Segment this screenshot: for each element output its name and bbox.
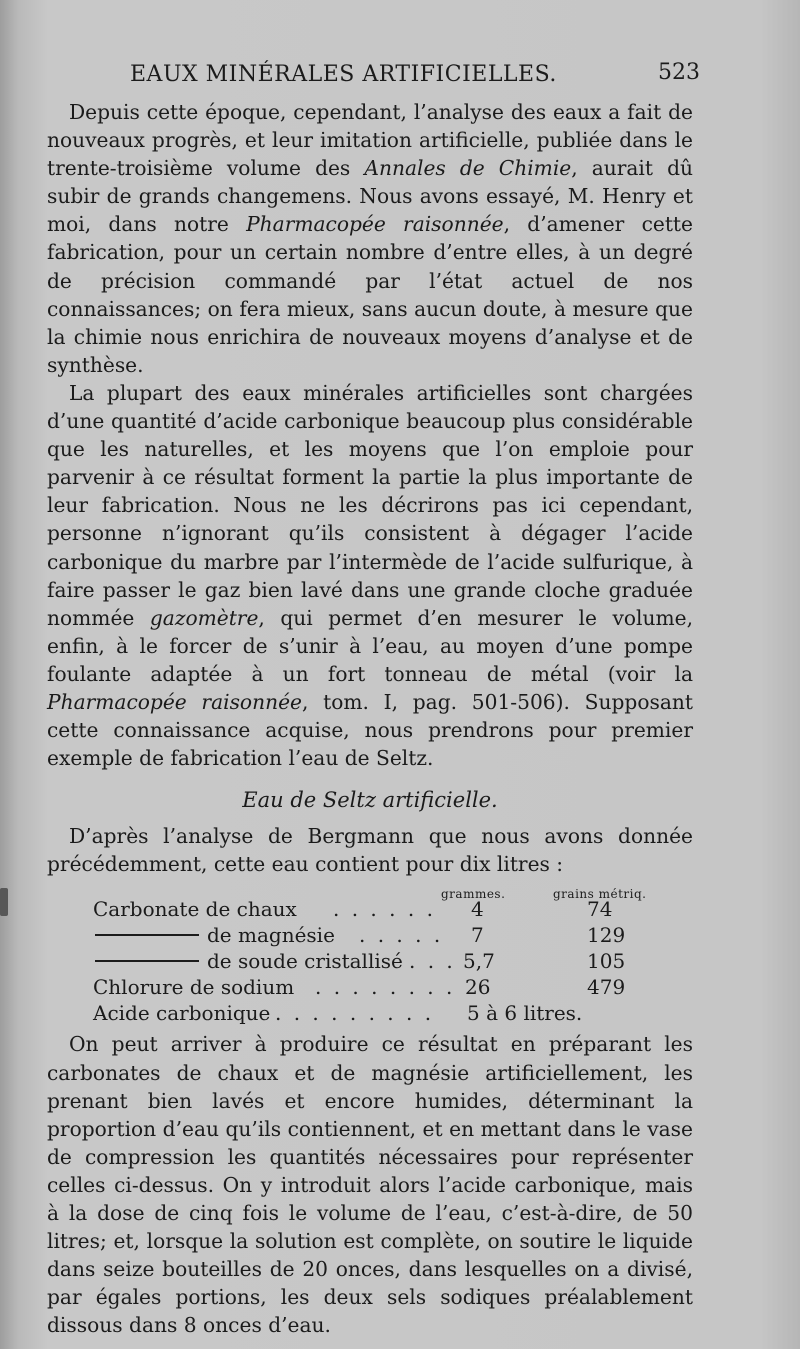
composition-label: de magnésie (207, 923, 335, 948)
composition-grains: 74 (587, 897, 613, 922)
composition-row (47, 974, 693, 1000)
paragraph-1-italic-annales: Annales de Chimie (364, 156, 572, 181)
unit-grammes: grammes. (441, 887, 506, 902)
paragraph-2-text-3: , tom. I, pag. 501-506). Supposant cette connaissance acquise, nous prendrons pour premier exemple de fabrication l’eau de Seltz. (47, 689, 693, 771)
composition-grammes: 5,7 (463, 949, 495, 974)
composition-row (47, 1000, 693, 1026)
composition-label: Carbonate de chaux (93, 897, 297, 922)
leader-dots: . . . . . . (333, 897, 436, 922)
page-body (47, 98, 693, 1339)
composition-grains: 105 (587, 949, 626, 974)
leader-dots: . . . . . . . . . (275, 1001, 435, 1026)
composition-grains: 479 (587, 975, 626, 1000)
composition-row (47, 922, 693, 948)
paragraph-2-italic-gazometre: gazomètre (149, 605, 259, 630)
composition-units (47, 880, 693, 902)
paragraph-1-text-1: Depuis cette époque, cependant, l’analyse des eaux a fait de nouveaux progrès, et leur imitation artificielle, publiée dans le trente-troisième volume des (47, 100, 693, 181)
composition-label: Acide carbonique (93, 1001, 271, 1026)
composition-row (47, 896, 693, 922)
closing-paragraph: On peut arriver à produire ce résultat en préparant les carbonates de chaux et de magnésie artificiellement, les prenant bien lavés et encore humides, déterminant la proportion d’eau qu’ils contiennent, et en mettant dans le vase de compression les quantités nécessaires pour représenter celles ci-dessus. On y introduit alors l’acide carbonique, mais à la dose de cinq fois le volume de l’eau, c’est-à-dire, de 50 litres; et, lorsque la solution est complète, on soutire le liquide dans seize bouteilles de 20 onces, dans lesquelles on a divisé, par égales portions, les deux sels sodiques préalablement dissous dans 8 onces d’eau. (47, 1032, 693, 1338)
paragraph-2-text-1: La plupart des eaux minérales artificielles sont chargées d’une quantité d’acide carbonique beaucoup plus considérable que les naturelles, et les moyens que l’on emploie pour parvenir à ce résultat forment la partie la plus importante de leur fabrication. Nous ne les décrirons pas ici cependant, personne n’ignorant qu’ils consistent à dégager l’acide carbonique du marbre par l’intermède de l’acide sulfurique, à faire passer le gaz bien lavé dans une grande cloche graduée nommée (47, 380, 693, 630)
leader-dots: . . . . . . . . (315, 975, 456, 1000)
composition-row (47, 948, 693, 974)
section-title: Eau de Seltz artificielle. (242, 788, 498, 813)
composition-grammes: 4 (471, 897, 484, 922)
paragraph-1-text-2: , aurait dû subir de grands changemens. Nous avons essayé, M. Henry et moi, dans notre (47, 156, 693, 237)
page-number: 523 (658, 60, 700, 85)
unit-grains: grains métriq. (553, 887, 647, 902)
composition-label: de soude cristallisé (207, 949, 403, 974)
ditto-rule (95, 934, 199, 936)
running-title: EAUX MINÉRALES ARTIFICIELLES. (130, 62, 557, 87)
paragraph-2-text-2: , qui permet d’en mesurer le volume, enfin, à le forcer de s’unir à l’eau, au moyen d’une pompe foulante adaptée à un fort tonneau de métal (voir la (47, 605, 693, 686)
paragraph-1-italic-pharmacopee: Pharmacopée raisonnée (246, 212, 504, 237)
composition-grains: 129 (587, 923, 626, 948)
paragraph-2-italic-pharmacopee: Pharmacopée raisonnée (47, 689, 302, 714)
composition-grammes: 26 (465, 975, 491, 1000)
margin-ink-mark (0, 888, 8, 916)
composition-grammes: 7 (471, 923, 484, 948)
composition-table (47, 880, 693, 1026)
leader-dots: . . . (409, 949, 456, 974)
composition-label: Chlorure de sodium (93, 975, 295, 1000)
paragraph-1-text-3: , d’amener cette fabrication, pour un certain nombre d’entre elles, à un degré de précision commandé par l’état actuel de nos connaissances; on fera mieux, sans aucun doute, à mesure que la chimie nous enrichira de nouveaux moyens d’analyse et de synthèse. (47, 212, 693, 377)
page-header (0, 52, 800, 92)
leader-dots: . . . . . (359, 923, 444, 948)
ditto-rule (95, 960, 199, 962)
composition-grammes: 5 à 6 litres. (467, 1001, 583, 1026)
paragraph-2 (47, 379, 693, 772)
paragraph-1 (47, 98, 693, 379)
intro-paragraph: D’après l’analyse de Bergmann que nous avons donnée précédemment, cette eau contient pour dix litres : (47, 824, 693, 877)
